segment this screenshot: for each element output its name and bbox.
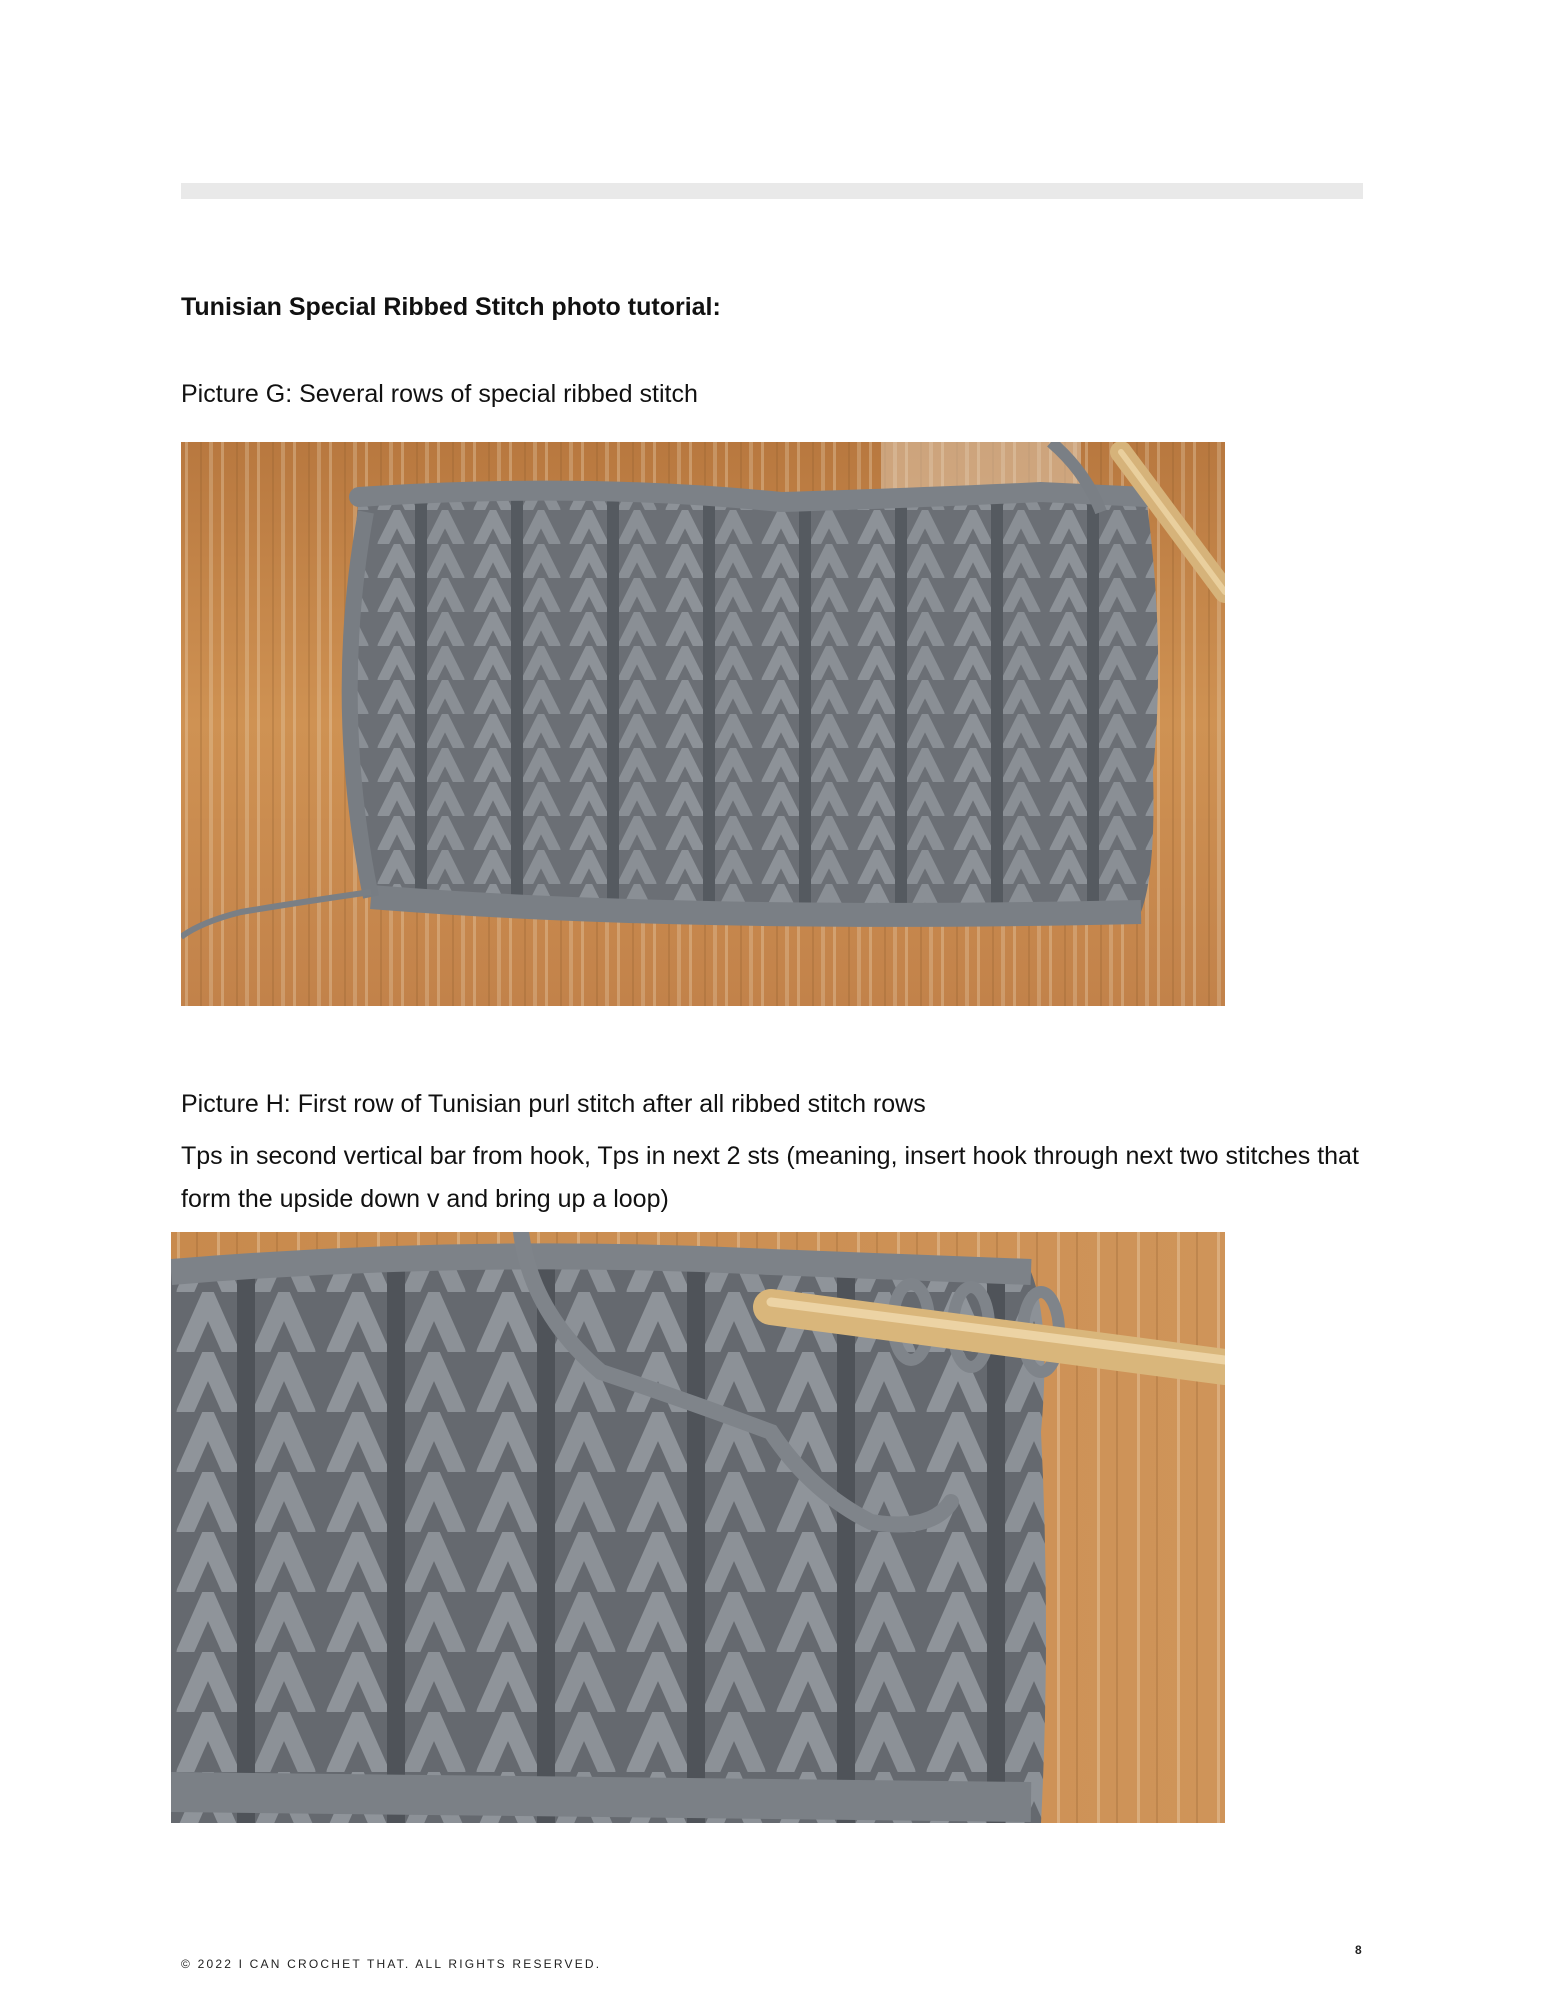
section-title: Tunisian Special Ribbed Stitch photo tutorial: xyxy=(181,293,721,321)
copyright-footer: © 2022 I CAN CROCHET THAT. ALL RIGHTS RESERVED. xyxy=(181,1957,602,1971)
figure-h-instruction: Tps in second vertical bar from hook, Tps in next 2 sts (meaning, insert hook through next two stitches that form the upside down v and bring up a loop) xyxy=(181,1142,1359,1213)
header-divider xyxy=(181,183,1363,199)
page-number: 8 xyxy=(1355,1943,1362,1957)
figure-h-photo xyxy=(171,1232,1225,1823)
figure-g-caption: Picture G: Several rows of special ribbed stitch xyxy=(181,380,698,408)
figure-g-photo xyxy=(181,442,1225,1006)
figure-h-caption: Picture H: First row of Tunisian purl stitch after all ribbed stitch rows xyxy=(181,1090,926,1118)
